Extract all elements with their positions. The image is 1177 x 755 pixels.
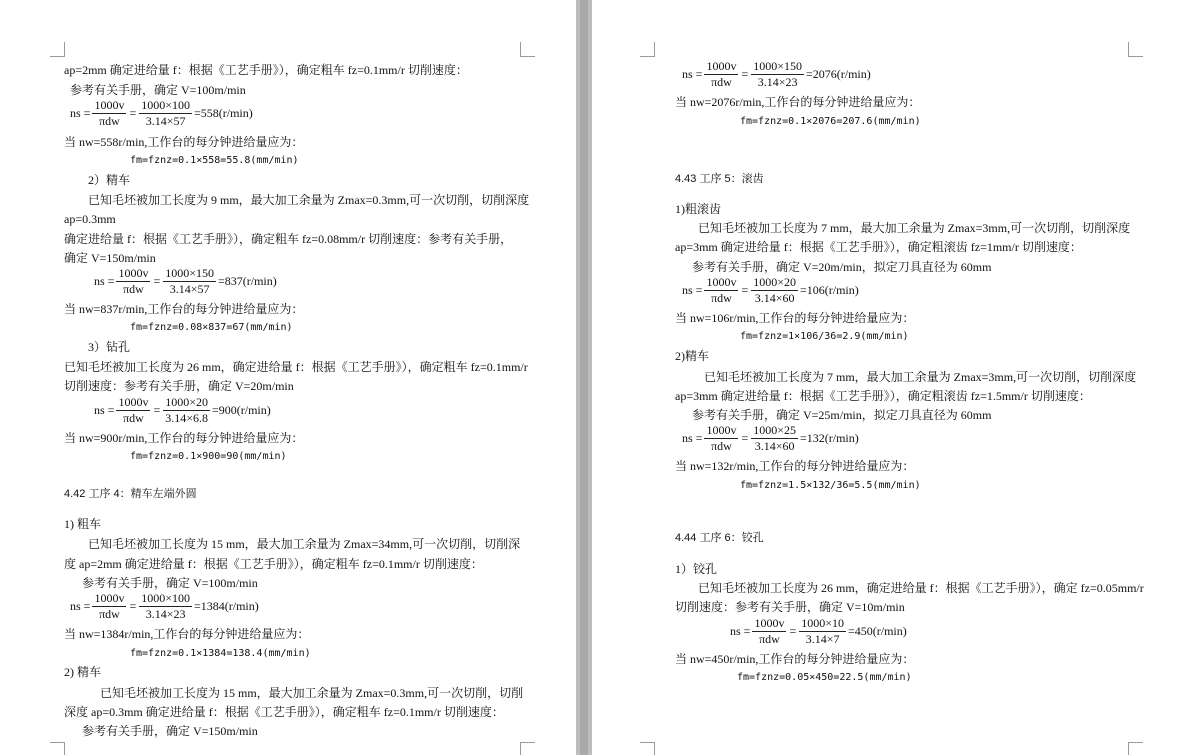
denominator: 3.14×57 bbox=[169, 282, 210, 296]
text-line: 2)精车 bbox=[675, 349, 709, 363]
text-line: fm=fznz=1×106/36=2.9(mm/min) bbox=[740, 331, 909, 342]
fraction bbox=[704, 276, 738, 305]
text-line: ap=2mm 确定进给量 f：根据《工艺手册》），确定粗车 fz=0.1mm/r 切削速度： bbox=[64, 63, 468, 77]
fraction bbox=[163, 267, 216, 296]
formula-result: =132(r/min) bbox=[800, 431, 859, 445]
denominator: 3.14×23 bbox=[757, 75, 798, 89]
formula-lhs: ns = bbox=[94, 403, 115, 417]
page-gutter bbox=[576, 0, 592, 755]
numerator: 1000×10 bbox=[801, 616, 844, 630]
text-line: 3）钻孔 bbox=[88, 340, 131, 354]
text-line: 当 nw=900r/min,工作台的每分钟进给量应为： bbox=[64, 431, 304, 445]
text-line: ap=0.3mm bbox=[64, 212, 116, 226]
formula: ns = $\frac{1000v}{\text{πdw}}$ = $\frac{1000\times 20}{3.14\times 6.8}$ =900(r/min) bbox=[94, 395, 271, 425]
formula: ns = $\frac{1000v}{\text{πdw}}$ = $\frac{1000\times 150}{3.14\times 57}$ =837(r/min) bbox=[94, 266, 277, 296]
corner-mark bbox=[1128, 42, 1143, 57]
numerator: 1000×150 bbox=[753, 59, 802, 73]
numerator: 1000v bbox=[94, 591, 125, 605]
numerator: 1000×100 bbox=[141, 591, 190, 605]
denominator: πdw bbox=[99, 607, 120, 621]
denominator: 3.14×60 bbox=[754, 291, 795, 305]
numerator: 1000v bbox=[706, 59, 737, 73]
text-line: ap=3mm 确定进给量 f：根据《工艺手册》），确定粗滚齿 fz=1mm/r 切削速度： bbox=[675, 240, 1082, 254]
numerator: 1000×150 bbox=[165, 266, 214, 280]
fraction bbox=[751, 60, 804, 89]
numerator: 1000v bbox=[94, 98, 125, 112]
text-line: 已知毛坯被加工长度为 15 mm，最大加工余量为 Zmax=0.3mm,可一次切削，切削 bbox=[100, 686, 524, 700]
fraction bbox=[116, 396, 150, 425]
text-line: 已知毛坯被加工长度为 26 mm，确定进给量 f：根据《工艺手册》），确定粗车 fz=0.1mm/r bbox=[64, 360, 528, 374]
text-line: 当 nw=837r/min,工作台的每分钟进给量应为： bbox=[64, 302, 304, 316]
text-line: fm=fznz=0.1×2076=207.6(mm/min) bbox=[740, 116, 921, 127]
formula: ns = $\frac{1000v}{\text{πdw}}$ = $\frac{1000\times 100}{3.14\times 57}$ =558(r/min) bbox=[70, 98, 253, 128]
text-line: fm=fznz=0.1×1384=138.4(mm/min) bbox=[130, 648, 311, 659]
section-heading: 4.43 工序 5：滚齿 bbox=[675, 173, 764, 185]
numerator: 1000v bbox=[706, 423, 737, 437]
denominator: πdw bbox=[123, 411, 144, 425]
corner-mark bbox=[520, 42, 535, 57]
fraction bbox=[92, 592, 126, 621]
fraction bbox=[139, 592, 192, 621]
corner-mark bbox=[1128, 742, 1143, 755]
denominator: πdw bbox=[711, 75, 732, 89]
fraction bbox=[163, 396, 210, 425]
formula-lhs: ns = bbox=[682, 67, 703, 81]
denominator: πdw bbox=[711, 439, 732, 453]
text-line: 确定 V=150m/min bbox=[64, 251, 156, 265]
text-line: 已知毛坯被加工长度为 15 mm，最大加工余量为 Zmax=34mm,可一次切削，切削深 bbox=[88, 537, 521, 551]
denominator: 3.14×23 bbox=[145, 607, 186, 621]
fraction bbox=[752, 617, 786, 646]
text-line: ap=3mm 确定进给量 f：根据《工艺手册》），确定粗滚齿 fz=1.5mm/r 切削速度： bbox=[675, 389, 1091, 403]
formula-result: =106(r/min) bbox=[800, 283, 859, 297]
formula-result: =2076(r/min) bbox=[806, 67, 871, 81]
text-line: 1)粗滚齿 bbox=[675, 202, 721, 216]
formula: ns = $\frac{1000v}{\text{πdw}}$ = $\frac{1000\times 10}{3.14\times 7}$ =450(r/min) bbox=[730, 616, 907, 646]
text-line: 已知毛坯被加工长度为 7 mm，最大加工余量为 Zmax=3mm,可一次切削，切削深度 bbox=[704, 370, 1137, 384]
section-heading: 4.44 工序 6：铰孔 bbox=[675, 532, 764, 544]
text-line: 切削速度：参考有关手册，确定 V=10m/min bbox=[675, 600, 905, 614]
corner-mark bbox=[520, 742, 535, 755]
formula-lhs: ns = bbox=[682, 283, 703, 297]
formula-result: =900(r/min) bbox=[212, 403, 271, 417]
formula-lhs: ns = bbox=[70, 599, 91, 613]
text-line: 1) 粗车 bbox=[64, 517, 101, 531]
fraction bbox=[751, 424, 798, 453]
text-line: 当 nw=450r/min,工作台的每分钟进给量应为： bbox=[675, 652, 915, 666]
text-line: 参考有关手册，确定 V=150m/min bbox=[82, 724, 258, 738]
numerator: 1000v bbox=[118, 395, 149, 409]
formula-result: =1384(r/min) bbox=[194, 599, 259, 613]
formula: ns = $\frac{1000v}{\text{πdw}}$ = $\frac{1000\times 100}{3.14\times 23}$ =1384(r/min) bbox=[70, 591, 259, 621]
denominator: 3.14×6.8 bbox=[165, 411, 208, 425]
text-line: 参考有关手册，确定 V=100m/min bbox=[70, 83, 246, 97]
denominator: πdw bbox=[99, 114, 120, 128]
text-line: 当 nw=558r/min,工作台的每分钟进给量应为： bbox=[64, 135, 304, 149]
numerator: 1000v bbox=[754, 616, 785, 630]
numerator: 1000×100 bbox=[141, 98, 190, 112]
fraction bbox=[704, 424, 738, 453]
denominator: πdw bbox=[123, 282, 144, 296]
text-line: fm=fznz=0.1×558=55.8(mm/min) bbox=[130, 155, 299, 166]
text-line: 参考有关手册，确定 V=100m/min bbox=[82, 576, 258, 590]
text-line: fm=fznz=1.5×132/36=5.5(mm/min) bbox=[740, 480, 921, 491]
fraction bbox=[799, 617, 846, 646]
corner-mark bbox=[50, 42, 65, 57]
formula-result: =450(r/min) bbox=[848, 624, 907, 638]
text-line: 度 ap=2mm 确定进给量 f：根据《工艺手册》），确定粗车 fz=0.1mm/r 切削速度： bbox=[64, 557, 483, 571]
text-line: 2）精车 bbox=[88, 173, 131, 187]
denominator: 3.14×7 bbox=[805, 632, 840, 646]
formula-lhs: ns = bbox=[70, 106, 91, 120]
text-line: 已知毛坯被加工长度为 26 mm，确定进给量 f：根据《工艺手册》），确定 fz=0.05mm/r bbox=[698, 581, 1144, 595]
formula-lhs: ns = bbox=[94, 274, 115, 288]
formula-lhs: ns = bbox=[682, 431, 703, 445]
fraction bbox=[751, 276, 798, 305]
text-line: 深度 ap=0.3mm 确定进给量 f：根据《工艺手册》），确定粗车 fz=0.1mm/r 切削速度： bbox=[64, 705, 504, 719]
numerator: 1000v bbox=[118, 266, 149, 280]
fraction bbox=[704, 60, 738, 89]
text-line: fm=fznz=0.1×900=90(mm/min) bbox=[130, 451, 287, 462]
numerator: 1000×25 bbox=[753, 423, 796, 437]
denominator: πdw bbox=[759, 632, 780, 646]
text-line: 确定进给量 f：根据《工艺手册》），确定粗车 fz=0.08mm/r 切削速度：参考有关手册， bbox=[64, 232, 513, 246]
text-line: 2) 精车 bbox=[64, 665, 101, 679]
corner-mark bbox=[50, 742, 65, 755]
formula: ns = $\frac{1000v}{\text{πdw}}$ = $\frac{1000\times 150}{3.14\times 23}$ =2076(r/min) bbox=[682, 59, 871, 89]
section-heading: 4.42 工序 4：精车左端外圆 bbox=[64, 488, 197, 500]
document-page-left bbox=[0, 0, 576, 755]
document-page-right bbox=[592, 0, 1177, 755]
text-line: fm=fznz=0.08×837=67(mm/min) bbox=[130, 322, 293, 333]
numerator: 1000×20 bbox=[165, 395, 208, 409]
corner-mark bbox=[640, 42, 655, 57]
corner-mark bbox=[640, 742, 655, 755]
denominator: πdw bbox=[711, 291, 732, 305]
numerator: 1000×20 bbox=[753, 275, 796, 289]
text-line: 当 nw=132r/min,工作台的每分钟进给量应为： bbox=[675, 459, 915, 473]
text-line: 切削速度：参考有关手册，确定 V=20m/min bbox=[64, 379, 294, 393]
numerator: 1000v bbox=[706, 275, 737, 289]
fraction bbox=[92, 99, 126, 128]
text-line: 1）铰孔 bbox=[675, 562, 718, 576]
formula-result: =558(r/min) bbox=[194, 106, 253, 120]
text-line: fm=fznz=0.05×450=22.5(mm/min) bbox=[737, 672, 912, 683]
fraction bbox=[116, 267, 150, 296]
text-line: 已知毛坯被加工长度为 9 mm，最大加工余量为 Zmax=0.3mm,可一次切削，切削深度 bbox=[88, 193, 530, 207]
text-line: 当 nw=106r/min,工作台的每分钟进给量应为： bbox=[675, 311, 915, 325]
denominator: 3.14×57 bbox=[145, 114, 186, 128]
text-line: 参考有关手册，确定 V=25m/min，拟定刀具直径为 60mm bbox=[692, 408, 992, 422]
formula-result: =837(r/min) bbox=[218, 274, 277, 288]
text-line: 当 nw=2076r/min,工作台的每分钟进给量应为： bbox=[675, 95, 921, 109]
formula: ns = $\frac{1000v}{\text{πdw}}$ = $\frac{1000\times 25}{3.14\times 60}$ =132(r/min) bbox=[682, 423, 859, 453]
text-line: 参考有关手册，确定 V=20m/min，拟定刀具直径为 60mm bbox=[692, 260, 992, 274]
formula: ns = $\frac{1000v}{\text{πdw}}$ = $\frac{1000\times 20}{3.14\times 60}$ =106(r/min) bbox=[682, 275, 859, 305]
fraction bbox=[139, 99, 192, 128]
text-line: 当 nw=1384r/min,工作台的每分钟进给量应为： bbox=[64, 627, 310, 641]
denominator: 3.14×60 bbox=[754, 439, 795, 453]
formula-lhs: ns = bbox=[730, 624, 751, 638]
text-line: 已知毛坯被加工长度为 7 mm，最大加工余量为 Zmax=3mm,可一次切削，切削深度 bbox=[698, 221, 1131, 235]
